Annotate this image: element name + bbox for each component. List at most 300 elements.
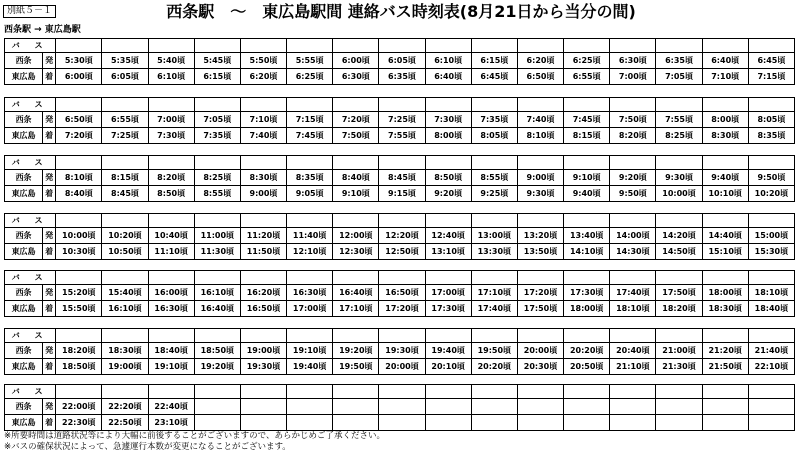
- arrival-time: 8:05頃: [471, 128, 517, 144]
- departure-time: 20:40頃: [610, 343, 656, 359]
- bus-cell: [56, 39, 102, 53]
- bus-cell: [102, 98, 148, 112]
- bus-cell: [517, 329, 563, 343]
- departure-time: 8:40頃: [333, 170, 379, 186]
- bus-cell: [148, 214, 194, 228]
- departure-time: [748, 399, 794, 415]
- departure-time: 9:50頃: [748, 170, 794, 186]
- arrival-time: 7:40頃: [240, 128, 286, 144]
- arrival-time: 7:30頃: [148, 128, 194, 144]
- page-title: 西条駅 ～ 東広島駅間 連絡バス時刻表(8月21日から当分の間): [166, 2, 636, 21]
- arrival-time: 20:10頃: [425, 359, 471, 375]
- bus-cell: [240, 385, 286, 399]
- arrival-time: 9:20頃: [425, 186, 471, 202]
- station-higashihiroshima: 東広島: [5, 128, 43, 144]
- arrival-time: 9:30頃: [517, 186, 563, 202]
- arrival-time: 9:50頃: [610, 186, 656, 202]
- arrival-time: 14:30頃: [610, 244, 656, 260]
- arrival-time: 13:30頃: [471, 244, 517, 260]
- departure-time: [656, 399, 702, 415]
- bus-cell: [333, 39, 379, 53]
- arrival-time: 22:10頃: [748, 359, 794, 375]
- arrival-time: 7:55頃: [379, 128, 425, 144]
- departure-time: 7:40頃: [517, 112, 563, 128]
- departure-time: 9:00頃: [517, 170, 563, 186]
- station-higashihiroshima: 東広島: [5, 244, 43, 260]
- arrival-time: 19:50頃: [333, 359, 379, 375]
- arrival-time: 10:00頃: [656, 186, 702, 202]
- bus-cell: [240, 271, 286, 285]
- arrival-time: [748, 415, 794, 431]
- arrival-time: 6:30頃: [333, 69, 379, 85]
- departure-time: 10:00頃: [56, 228, 102, 244]
- timetable-block: [4, 97, 795, 144]
- arrival-time: [425, 415, 471, 431]
- arrival-time: 9:40頃: [564, 186, 610, 202]
- timetable-block: [4, 213, 795, 260]
- bus-cell: [287, 385, 333, 399]
- arrival-time: 17:30頃: [425, 301, 471, 317]
- bus-cell: [471, 214, 517, 228]
- arrival-time: [379, 415, 425, 431]
- arrival-time: 8:10頃: [517, 128, 563, 144]
- bus-cell: [564, 98, 610, 112]
- bus-cell: [194, 271, 240, 285]
- station-saijo: 西条: [5, 112, 43, 128]
- arrival-time: 7:20頃: [56, 128, 102, 144]
- departure-time: 16:20頃: [240, 285, 286, 301]
- departure-time: 8:45頃: [379, 170, 425, 186]
- arrival-time: 18:50頃: [56, 359, 102, 375]
- arrival-time: 18:10頃: [610, 301, 656, 317]
- departure-time: 9:30頃: [656, 170, 702, 186]
- bus-cell: [287, 98, 333, 112]
- arrival-time: 18:40頃: [748, 301, 794, 317]
- departure-mark: 発: [43, 399, 56, 415]
- departure-time: 18:30頃: [102, 343, 148, 359]
- departure-time: [702, 399, 748, 415]
- bus-cell: [610, 271, 656, 285]
- departure-time: 11:40頃: [287, 228, 333, 244]
- bus-cell: [287, 156, 333, 170]
- arrival-time: [333, 415, 379, 431]
- bus-cell: [148, 329, 194, 343]
- bus-cell: [564, 329, 610, 343]
- arrival-time: 12:50頃: [379, 244, 425, 260]
- note-travel-time: ※所要時間は道路状況等により大幅に前後することがございますので、あらかじめご了承ください。: [4, 431, 385, 441]
- departure-time: 9:20頃: [610, 170, 656, 186]
- departure-time: 13:40頃: [564, 228, 610, 244]
- bus-cell: [425, 214, 471, 228]
- departure-time: 21:40頃: [748, 343, 794, 359]
- arrival-time: 6:05頃: [102, 69, 148, 85]
- bus-cell: [517, 271, 563, 285]
- arrival-time: 9:15頃: [379, 186, 425, 202]
- bus-cell: [240, 329, 286, 343]
- departure-time: 6:40頃: [702, 53, 748, 69]
- arrival-time: 8:55頃: [194, 186, 240, 202]
- bus-cell: [425, 156, 471, 170]
- departure-time: 7:55頃: [656, 112, 702, 128]
- arrival-time: 18:00頃: [564, 301, 610, 317]
- arrival-time: [240, 415, 286, 431]
- arrival-time: 9:25頃: [471, 186, 517, 202]
- arrival-time: [517, 415, 563, 431]
- departure-time: 8:10頃: [56, 170, 102, 186]
- bus-cell: [194, 39, 240, 53]
- departure-time: 5:45頃: [194, 53, 240, 69]
- bus-cell: [610, 98, 656, 112]
- departure-time: 7:45頃: [564, 112, 610, 128]
- departure-time: 8:25頃: [194, 170, 240, 186]
- bus-cell: [379, 39, 425, 53]
- bus-cell: [471, 156, 517, 170]
- bus-cell: [333, 214, 379, 228]
- departure-time: 18:40頃: [148, 343, 194, 359]
- departure-time: 18:20頃: [56, 343, 102, 359]
- bus-cell: [287, 329, 333, 343]
- departure-time: 13:00頃: [471, 228, 517, 244]
- departure-time: 6:30頃: [610, 53, 656, 69]
- bus-cell: [102, 39, 148, 53]
- bus-cell: [564, 39, 610, 53]
- departure-time: 8:55頃: [471, 170, 517, 186]
- arrival-time: 13:50頃: [517, 244, 563, 260]
- arrival-mark: 着: [43, 244, 56, 260]
- arrival-mark: 着: [43, 128, 56, 144]
- bus-cell: [656, 385, 702, 399]
- arrival-time: 8:00頃: [425, 128, 471, 144]
- departure-time: [333, 399, 379, 415]
- bus-cell: [610, 39, 656, 53]
- bus-cell: [56, 98, 102, 112]
- arrival-time: 12:30頃: [333, 244, 379, 260]
- bus-cell: [471, 271, 517, 285]
- bus-cell: [610, 385, 656, 399]
- arrival-time: [194, 415, 240, 431]
- departure-mark: 発: [43, 285, 56, 301]
- arrival-time: 19:20頃: [194, 359, 240, 375]
- arrival-time: 6:45頃: [471, 69, 517, 85]
- bus-cell: [56, 214, 102, 228]
- departure-time: 8:50頃: [425, 170, 471, 186]
- arrival-time: 15:50頃: [56, 301, 102, 317]
- departure-time: 5:30頃: [56, 53, 102, 69]
- bus-cell: [102, 156, 148, 170]
- bus-cell: [564, 271, 610, 285]
- departure-time: 6:10頃: [425, 53, 471, 69]
- arrival-time: 23:10頃: [148, 415, 194, 431]
- departure-time: 14:40頃: [702, 228, 748, 244]
- arrival-time: 13:10頃: [425, 244, 471, 260]
- departure-time: 17:00頃: [425, 285, 471, 301]
- bus-cell: [379, 329, 425, 343]
- bus-cell: [194, 156, 240, 170]
- bus-cell: [564, 385, 610, 399]
- departure-time: 22:40頃: [148, 399, 194, 415]
- bus-cell: [102, 214, 148, 228]
- bus-cell: [102, 271, 148, 285]
- arrival-time: 8:30頃: [702, 128, 748, 144]
- bus-cell: [56, 385, 102, 399]
- station-higashihiroshima: 東広島: [5, 301, 43, 317]
- departure-time: 16:00頃: [148, 285, 194, 301]
- arrival-time: 21:30頃: [656, 359, 702, 375]
- arrival-time: 18:20頃: [656, 301, 702, 317]
- arrival-time: 20:00頃: [379, 359, 425, 375]
- bus-cell: [148, 156, 194, 170]
- arrival-mark: 着: [43, 359, 56, 375]
- bus-cell: [656, 156, 702, 170]
- arrival-time: 11:50頃: [240, 244, 286, 260]
- departure-time: 18:10頃: [748, 285, 794, 301]
- departure-time: 7:50頃: [610, 112, 656, 128]
- arrival-time: 9:10頃: [333, 186, 379, 202]
- bus-cell: [564, 214, 610, 228]
- bus-cell: [425, 271, 471, 285]
- departure-mark: 発: [43, 112, 56, 128]
- arrival-mark: 着: [43, 69, 56, 85]
- arrival-time: 8:40頃: [56, 186, 102, 202]
- departure-time: 17:30頃: [564, 285, 610, 301]
- station-higashihiroshima: 東広島: [5, 186, 43, 202]
- arrival-time: 7:10頃: [702, 69, 748, 85]
- bus-cell: [333, 385, 379, 399]
- departure-time: 8:15頃: [102, 170, 148, 186]
- bus-cell: [287, 271, 333, 285]
- departure-time: 17:50頃: [656, 285, 702, 301]
- arrival-time: [656, 415, 702, 431]
- bus-cell: [240, 156, 286, 170]
- bus-cell: [564, 156, 610, 170]
- arrival-time: 14:50頃: [656, 244, 702, 260]
- departure-time: 16:30頃: [287, 285, 333, 301]
- arrival-time: [287, 415, 333, 431]
- arrival-time: 20:50頃: [564, 359, 610, 375]
- departure-time: 19:30頃: [379, 343, 425, 359]
- bus-cell: [517, 98, 563, 112]
- timetable-block: [4, 270, 795, 317]
- bus-cell: [610, 214, 656, 228]
- arrival-time: 19:40頃: [287, 359, 333, 375]
- arrival-time: 18:30頃: [702, 301, 748, 317]
- arrival-time: 10:20頃: [748, 186, 794, 202]
- bus-cell: [379, 385, 425, 399]
- bus-cell: [148, 39, 194, 53]
- bus-cell: [333, 156, 379, 170]
- arrival-time: 16:50頃: [240, 301, 286, 317]
- arrival-time: 8:20頃: [610, 128, 656, 144]
- departure-time: [425, 399, 471, 415]
- station-saijo: 西条: [5, 170, 43, 186]
- departure-time: 6:20頃: [517, 53, 563, 69]
- arrival-time: 17:50頃: [517, 301, 563, 317]
- bus-cell: [702, 39, 748, 53]
- departure-time: 6:15頃: [471, 53, 517, 69]
- departure-time: 22:00頃: [56, 399, 102, 415]
- departure-time: 7:15頃: [287, 112, 333, 128]
- arrival-time: 10:50頃: [102, 244, 148, 260]
- bus-cell: [702, 385, 748, 399]
- bus-cell: [148, 385, 194, 399]
- departure-time: 5:40頃: [148, 53, 194, 69]
- bus-cell: [148, 271, 194, 285]
- arrival-time: 7:50頃: [333, 128, 379, 144]
- bus-cell: [333, 98, 379, 112]
- bus-cell: [748, 385, 794, 399]
- arrival-time: 21:10頃: [610, 359, 656, 375]
- departure-time: 19:40頃: [425, 343, 471, 359]
- departure-time: 7:25頃: [379, 112, 425, 128]
- arrival-time: 20:20頃: [471, 359, 517, 375]
- arrival-time: 17:40頃: [471, 301, 517, 317]
- bus-cell: [379, 98, 425, 112]
- bus-cell: [379, 214, 425, 228]
- arrival-time: 6:25頃: [287, 69, 333, 85]
- departure-time: 6:45頃: [748, 53, 794, 69]
- arrival-time: [564, 415, 610, 431]
- departure-time: 7:35頃: [471, 112, 517, 128]
- arrival-time: 6:20頃: [240, 69, 286, 85]
- bus-cell: [702, 329, 748, 343]
- departure-mark: 発: [43, 170, 56, 186]
- departure-time: 7:20頃: [333, 112, 379, 128]
- bus-header: バ ス: [5, 98, 56, 112]
- bus-cell: [517, 39, 563, 53]
- arrival-time: 6:55頃: [564, 69, 610, 85]
- bus-header: バ ス: [5, 271, 56, 285]
- bus-cell: [194, 385, 240, 399]
- departure-time: 15:40頃: [102, 285, 148, 301]
- arrival-time: 20:30頃: [517, 359, 563, 375]
- departure-time: 10:40頃: [148, 228, 194, 244]
- route-label: 西条駅 → 東広島駅: [4, 25, 81, 35]
- arrival-time: 17:00頃: [287, 301, 333, 317]
- departure-time: 13:20頃: [517, 228, 563, 244]
- arrival-time: 16:10頃: [102, 301, 148, 317]
- departure-time: 9:40頃: [702, 170, 748, 186]
- bus-cell: [656, 39, 702, 53]
- timetable-block: [4, 155, 795, 202]
- departure-time: 16:50頃: [379, 285, 425, 301]
- arrival-time: 8:45頃: [102, 186, 148, 202]
- bus-cell: [102, 329, 148, 343]
- departure-time: 18:50頃: [194, 343, 240, 359]
- departure-time: 18:00頃: [702, 285, 748, 301]
- bus-cell: [333, 329, 379, 343]
- departure-time: 20:20頃: [564, 343, 610, 359]
- arrival-time: 19:30頃: [240, 359, 286, 375]
- arrival-time: 15:10頃: [702, 244, 748, 260]
- departure-time: 8:35頃: [287, 170, 333, 186]
- departure-time: 14:20頃: [656, 228, 702, 244]
- departure-mark: 発: [43, 228, 56, 244]
- departure-time: [517, 399, 563, 415]
- bus-cell: [517, 385, 563, 399]
- departure-time: [610, 399, 656, 415]
- bus-cell: [425, 98, 471, 112]
- departure-time: 16:40頃: [333, 285, 379, 301]
- arrival-time: 6:35頃: [379, 69, 425, 85]
- timetable-block: [4, 384, 795, 431]
- departure-time: 8:30頃: [240, 170, 286, 186]
- bus-cell: [194, 98, 240, 112]
- bus-cell: [748, 39, 794, 53]
- departure-time: 10:20頃: [102, 228, 148, 244]
- departure-time: 17:10頃: [471, 285, 517, 301]
- departure-time: 9:10頃: [564, 170, 610, 186]
- arrival-time: 8:50頃: [148, 186, 194, 202]
- departure-mark: 発: [43, 53, 56, 69]
- arrival-time: 9:00頃: [240, 186, 286, 202]
- attachment-tag: 別紙５－１: [3, 5, 56, 18]
- station-saijo: 西条: [5, 343, 43, 359]
- station-higashihiroshima: 東広島: [5, 415, 43, 431]
- departure-time: 19:10頃: [287, 343, 333, 359]
- arrival-time: 6:00頃: [56, 69, 102, 85]
- departure-time: [471, 399, 517, 415]
- note-service-change: ※バスの確保状況によって、急遽運行本数が変更になることがございます。: [4, 442, 291, 452]
- bus-cell: [471, 98, 517, 112]
- bus-cell: [56, 329, 102, 343]
- departure-time: 11:20頃: [240, 228, 286, 244]
- bus-cell: [194, 329, 240, 343]
- timetable-block: [4, 38, 795, 85]
- departure-time: [287, 399, 333, 415]
- arrival-time: 16:30頃: [148, 301, 194, 317]
- arrival-time: 12:10頃: [287, 244, 333, 260]
- station-saijo: 西条: [5, 228, 43, 244]
- bus-cell: [471, 385, 517, 399]
- departure-time: 7:30頃: [425, 112, 471, 128]
- departure-time: 19:00頃: [240, 343, 286, 359]
- bus-header: バ ス: [5, 39, 56, 53]
- arrival-time: 7:25頃: [102, 128, 148, 144]
- departure-time: 6:25頃: [564, 53, 610, 69]
- arrival-time: 14:10頃: [564, 244, 610, 260]
- arrival-mark: 着: [43, 415, 56, 431]
- departure-time: 16:10頃: [194, 285, 240, 301]
- departure-time: 8:20頃: [148, 170, 194, 186]
- arrival-time: 8:25頃: [656, 128, 702, 144]
- departure-time: 5:55頃: [287, 53, 333, 69]
- bus-cell: [240, 98, 286, 112]
- departure-time: 17:40頃: [610, 285, 656, 301]
- bus-cell: [656, 271, 702, 285]
- arrival-time: [471, 415, 517, 431]
- bus-cell: [702, 271, 748, 285]
- station-higashihiroshima: 東広島: [5, 69, 43, 85]
- bus-header: バ ス: [5, 214, 56, 228]
- bus-cell: [240, 39, 286, 53]
- arrival-mark: 着: [43, 186, 56, 202]
- bus-cell: [517, 156, 563, 170]
- station-saijo: 西条: [5, 285, 43, 301]
- departure-time: [240, 399, 286, 415]
- arrival-time: 6:15頃: [194, 69, 240, 85]
- departure-time: [194, 399, 240, 415]
- arrival-time: 10:10頃: [702, 186, 748, 202]
- arrival-time: 21:50頃: [702, 359, 748, 375]
- arrival-time: 17:10頃: [333, 301, 379, 317]
- arrival-time: 19:00頃: [102, 359, 148, 375]
- arrival-time: 8:15頃: [564, 128, 610, 144]
- departure-time: 7:05頃: [194, 112, 240, 128]
- departure-time: 17:20頃: [517, 285, 563, 301]
- bus-cell: [702, 98, 748, 112]
- arrival-time: 11:10頃: [148, 244, 194, 260]
- departure-time: 21:20頃: [702, 343, 748, 359]
